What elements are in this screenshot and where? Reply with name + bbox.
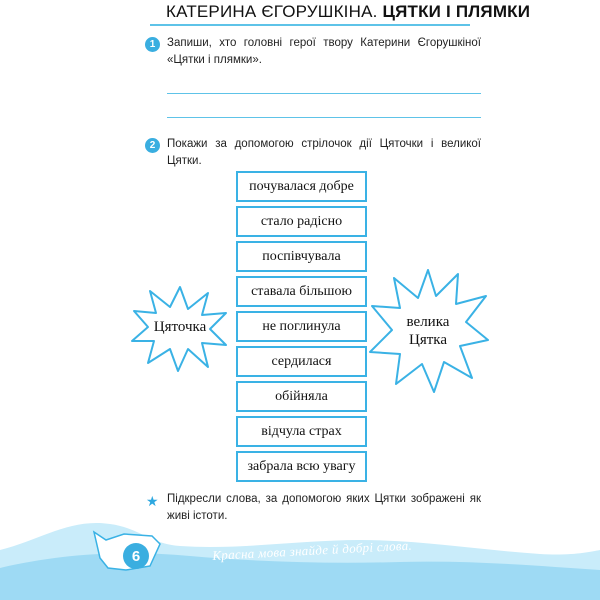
action-box[interactable]: обійняла <box>236 381 367 412</box>
answer-line-1[interactable] <box>167 93 481 94</box>
action-box[interactable]: відчула страх <box>236 416 367 447</box>
right-character-line1: велика <box>406 314 450 330</box>
action-box[interactable]: забрала всю увагу <box>236 451 367 482</box>
title-underline <box>150 24 470 26</box>
task-2-text: Покажи за допомогою стрілочок дії Цяточки і великої Цятки. <box>167 138 481 167</box>
task-1-text: Запиши, хто головні герої твору Катерини Єгорушкіної «Цятки і плямки». <box>167 37 481 66</box>
task-1-number: 1 <box>145 37 160 52</box>
star-bullet-icon: ★ <box>146 493 159 509</box>
action-box[interactable]: сердилася <box>236 346 367 377</box>
action-box[interactable]: поспівчувала <box>236 241 367 272</box>
page-title <box>166 2 531 24</box>
action-box[interactable]: стало радісно <box>236 206 367 237</box>
task-2-number: 2 <box>145 138 160 153</box>
title-author: КАТЕРИНА ЄГОРУШКІНА. <box>166 2 383 21</box>
right-character-line2: Цятка <box>408 332 447 348</box>
answer-line-2[interactable] <box>167 117 481 118</box>
page-number: 6 <box>131 548 141 565</box>
action-box[interactable]: не поглинула <box>236 311 367 342</box>
title-work: ЦЯТКИ І ПЛЯМКИ <box>382 2 531 21</box>
task-3-text: Підкресли слова, за допомогою яких Цятки зображені як живі істоти. <box>167 493 481 522</box>
left-character-label: Цяточка <box>153 319 207 335</box>
action-box[interactable]: почувалася добре <box>236 171 367 202</box>
footer-proverb: Красна мова знайде й добрі слова. <box>212 537 413 563</box>
right-character-label <box>380 313 476 349</box>
action-box[interactable]: ставала більшою <box>236 276 367 307</box>
